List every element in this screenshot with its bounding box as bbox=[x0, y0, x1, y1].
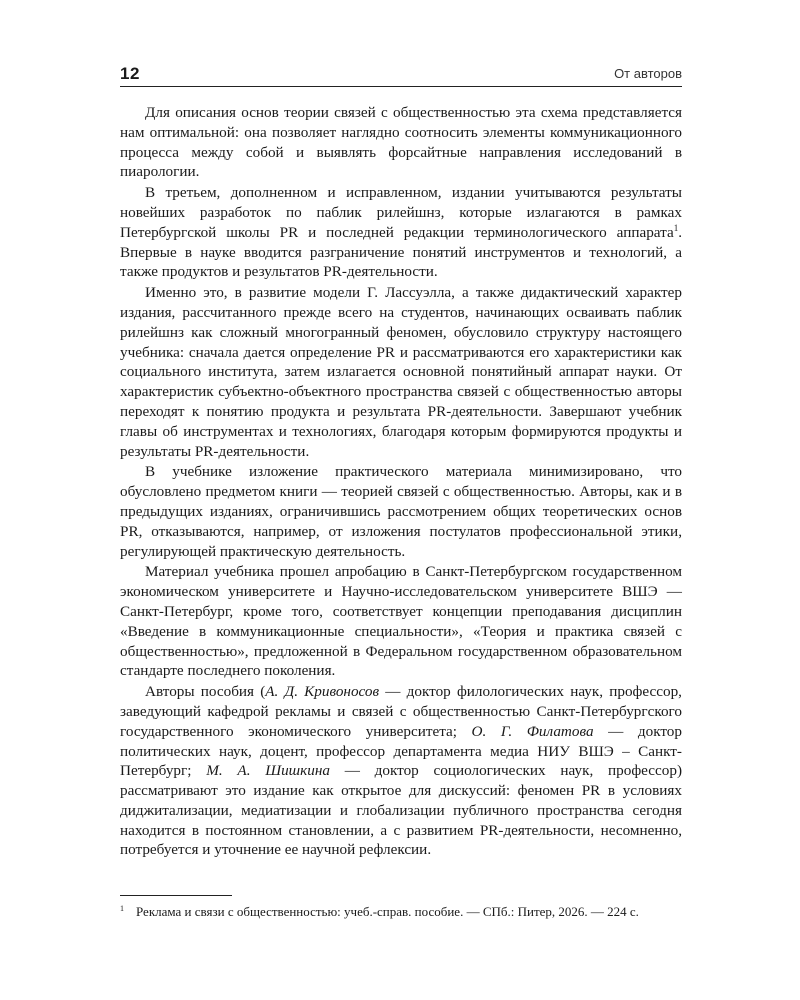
paragraph-6 bbox=[120, 682, 682, 860]
paragraph-4: В учебнике изложение практического материала минимизировано, что обусловлено предметом книги — теорией связей с общественностью. Авторы, как и в предыдущих изданиях, ограничившись рассмотрением общих теоретических основ PR, отказываются, например, от изложения постулатов профессиональной этики, регулирующей практическую деятельность. bbox=[120, 463, 682, 560]
paragraph-6-text-d: — доктор социологических наук, профессор) рассматривают это издание как открытое для дискуссий: феномен PR в условиях диджитализации, медиатизации и глобализации публичного пространства сегодня находится в постоянном становлении, а с развитием PR-деятельности, несомненно, потребуется и уточнение ее научной рефлексии. bbox=[120, 762, 683, 859]
footnote-reference: 1 bbox=[673, 222, 679, 233]
paragraph-2-text-a: В третьем, дополненном и исправленном, издании учитываются результаты новейших разработок по паблик рилейшнз, которые излагаются в рамках Петербургской школы PR и последней редакции терминологического аппарата bbox=[120, 184, 682, 241]
footnote-text: Реклама и связи с общественностью: учеб.-справ. пособие. — СПб.: Питер, 2026. — 224 с. bbox=[136, 904, 639, 919]
paragraph-6-text-c: — доктор политических наук, доцент, профессор департамента медиа НИУ ВШЭ – Санкт-Петербург; bbox=[120, 722, 682, 780]
paragraph-2-text-b: . Впервые в науке вводится разграничение понятий инструментов и технологий, а также продуктов и результатов PR-деятельности. bbox=[120, 223, 682, 281]
author-name-krivonosov: А. Д. Кривоносов bbox=[265, 683, 380, 701]
paragraph-1: Для описания основ теории связей с общественностью эта схема представляется нам оптимальной: она позволяет наглядно соотносить элементы коммуникационного процесса между собой и выявлять форсайтные направления исследований в пиарологии. bbox=[120, 104, 682, 181]
main-text bbox=[120, 103, 682, 860]
author-name-shishkina: М. А. Шишкина bbox=[206, 762, 330, 780]
paragraph-6-text-a: Авторы пособия ( bbox=[145, 683, 266, 701]
paragraph-2 bbox=[120, 183, 682, 282]
running-head-title: От авторов bbox=[614, 66, 682, 81]
footnote-mark: 1 bbox=[120, 904, 124, 913]
footnote bbox=[120, 903, 682, 920]
paragraph-6-text-b: — доктор филологических наук, профессор, заведующий кафедрой рекламы и связей с общественностью Санкт-Петербургского государственного экономического университета; bbox=[120, 683, 682, 740]
author-name-filatova: О. Г. Филатова bbox=[471, 722, 594, 740]
paragraph-5: Материал учебника прошел апробацию в Санкт-Петербургском государственном экономическом университете и Научно-исследовательском университете ВШЭ — Санкт-Петербург, кроме того, соответствует концепции преподавания дисциплин «Введение в коммуникационные специальности», «Теория и практика связей с общественностью», предложенной в Федеральном государственном образовательном стандарте последнего поколения. bbox=[120, 563, 682, 680]
footnote-rule bbox=[120, 895, 232, 896]
page-number: 12 bbox=[120, 64, 140, 83]
running-header bbox=[120, 62, 682, 87]
paragraph-3: Именно это, в развитие модели Г. Лассуэлла, а также дидактический характер издания, рассчитанного прежде всего на студентов, начинающих осваивать паблик рилейшнз как сложный многогранный феномен, обусловило структуру настоящего учебника: сначала дается определение PR и рассматриваются его характеристики как социального института, затем излагается основной понятийный аппарат науки. От характеристик субъектно-объектного пространства связей с общественностью авторы переходят к понятию продукта и результата PR-деятельности. Завершают учебник главы об инструментах и технологиях, благодаря которым формируются продукты и результаты PR-деятельности. bbox=[120, 284, 682, 460]
